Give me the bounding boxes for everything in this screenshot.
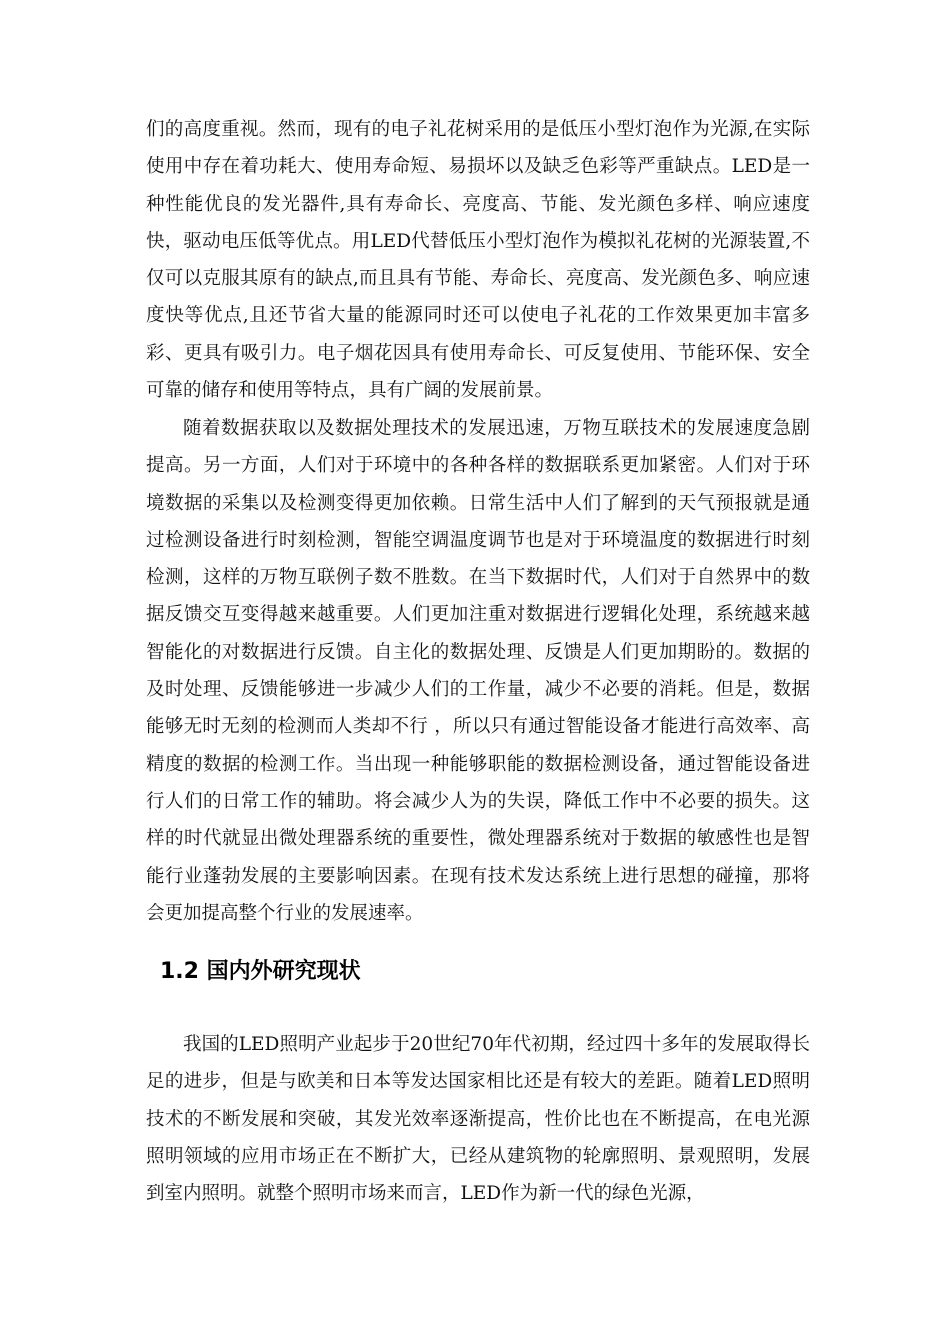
body-paragraph-3 [146,1026,810,1212]
body-paragraph-1 [146,111,810,409]
section-heading: 1.2 国内外研究现状 [160,959,361,984]
body-paragraph-2 [146,410,810,932]
paragraph-text: 随着数据获取以及数据处理技术的发展迅速，万物互联技术的发展速度急剧提高。另一方面，人们对于环境中的各种各样的数据联系更加紧密。人们对于环境数据的采集以及检测变得更加依赖。日常生活中人们了解到的天气预报就是通过检测设备进行时刻检测，智能空调温度调节也是对于环境温度的数据进行时刻检测，这样的万物互联例子数不胜数。在当下数据时代，人们对于自然界中的数据反馈交互变得越来越重要。人们更加注重对数据进行逻辑化处理，系统越来越智能化的对数据进行反馈。自主化的数据处理、反馈是人们更加期盼的。数据的及时处理、反馈能够进一步减少人们的工作量，减少不必要的消耗。但是，数据能够无时无刻的检测而人类却不行 ，所以只有通过智能设备才能进行高效率、高精度的数据的检测工作。当出现一种能够职能的数据检测设备，通过智能设备进行人们的日常工作的辅助。将会减少人为的失误，降低工作中不必要的损失。这样的时代就显出微处理器系统的重要性，微处理器系统对于数据的敏感性也是智能行业蓬勃发展的主要影响因素。在现有技术发达系统上进行思想的碰撞，那将会更加提高整个行业的发展速率。 [146,418,810,924]
paragraph-text: 们的高度重视。然而，现有的电子礼花树采用的是低压小型灯泡作为光源,在实际使用中存在着功耗大、使用寿命短、易损坏以及缺乏色彩等严重缺点。LED是一种性能优良的发光器件,具有寿命长、亮度高、节能、发光颜色多样、响应速度快，驱动电压低等优点。用LED代替低压小型灯泡作为模拟礼花树的光源装置,不仅可以克服其原有的缺点,而且具有节能、寿命长、亮度高、发光颜色多、响应速度快等优点,且还节省大量的能源同时还可以使电子礼花的工作效果更加丰富多彩、更具有吸引力。电子烟花因具有使用寿命长、可反复使用、节能环保、安全可靠的储存和使用等特点，具有广阔的发展前景。 [146,119,810,402]
paragraph-text: 我国的LED照明产业起步于20世纪70年代初期，经过四十多年的发展取得长足的进步，但是与欧美和日本等发达国家相比还是有较大的差距。随着LED照明技术的不断发展和突破，其发光效率逐渐提高，性价比也在不断提高，在电光源照明领域的应用市场正在不断扩大，已经从建筑物的轮廓照明、景观照明，发展到室内照明。就整个照明市场来而言，LED作为新一代的绿色光源， [146,1034,810,1205]
